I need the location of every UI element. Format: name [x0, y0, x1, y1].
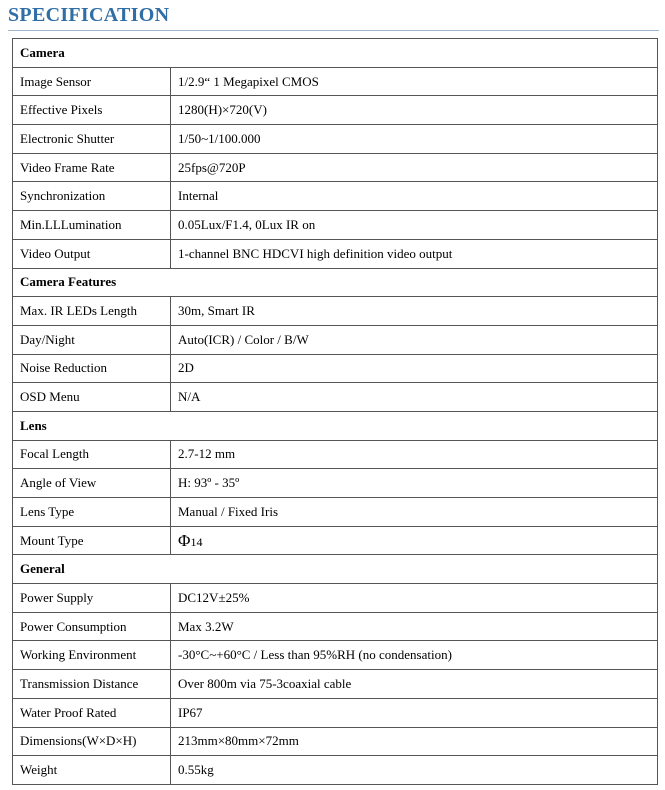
- spec-value: H: 93º - 35º: [171, 469, 658, 498]
- spec-value: -30°C~+60°C / Less than 95%RH (no condensation): [171, 641, 658, 670]
- section-row-lens: [13, 411, 658, 440]
- spec-value: 213mm×80mm×72mm: [171, 727, 658, 756]
- spec-row: [13, 325, 658, 354]
- spec-row: [13, 727, 658, 756]
- section-row-camera: [13, 39, 658, 68]
- spec-row: [13, 297, 658, 326]
- spec-row: [13, 153, 658, 182]
- spec-value: Max 3.2W: [171, 612, 658, 641]
- spec-label: Image Sensor: [13, 67, 171, 96]
- title-divider: [8, 30, 659, 31]
- spec-row: [13, 670, 658, 699]
- spec-row: [13, 96, 658, 125]
- spec-value: 0.55kg: [171, 756, 658, 785]
- spec-label: Effective Pixels: [13, 96, 171, 125]
- spec-value: Auto(ICR) / Color / B/W: [171, 325, 658, 354]
- spec-label: Power Consumption: [13, 612, 171, 641]
- section-heading: General: [13, 555, 658, 584]
- spec-label: Video Frame Rate: [13, 153, 171, 182]
- spec-row: [13, 641, 658, 670]
- phi-symbol: Φ: [178, 530, 191, 550]
- spec-row: [13, 125, 658, 154]
- spec-row: [13, 440, 658, 469]
- spec-label: Day/Night: [13, 325, 171, 354]
- mount-size: 14: [190, 534, 203, 549]
- spec-row: [13, 239, 658, 268]
- spec-label: Lens Type: [13, 498, 171, 527]
- spec-row: [13, 354, 658, 383]
- spec-value: 1/2.9“ 1 Megapixel CMOS: [171, 67, 658, 96]
- spec-value: 1/50~1/100.000: [171, 125, 658, 154]
- spec-label: Working Environment: [13, 641, 171, 670]
- spec-label: Video Output: [13, 239, 171, 268]
- spec-label: Weight: [13, 756, 171, 785]
- spec-label: Water Proof Rated: [13, 698, 171, 727]
- spec-label: Noise Reduction: [13, 354, 171, 383]
- spec-value: DC12V±25%: [171, 584, 658, 613]
- spec-label: Dimensions(W×D×H): [13, 727, 171, 756]
- spec-value: N/A: [171, 383, 658, 412]
- section-heading: Lens: [13, 411, 658, 440]
- spec-label: Focal Length: [13, 440, 171, 469]
- page-title: SPECIFICATION: [8, 4, 170, 26]
- spec-row: [13, 182, 658, 211]
- spec-row: [13, 698, 658, 727]
- spec-value: IP67: [171, 698, 658, 727]
- spec-row: [13, 67, 658, 96]
- spec-row: [13, 383, 658, 412]
- spec-label: OSD Menu: [13, 383, 171, 412]
- spec-value: 2.7-12 mm: [171, 440, 658, 469]
- spec-row: [13, 469, 658, 498]
- spec-value: 30m, Smart IR: [171, 297, 658, 326]
- spec-label: Angle of View: [13, 469, 171, 498]
- spec-label: Transmission Distance: [13, 670, 171, 699]
- section-row-general: [13, 555, 658, 584]
- spec-row: [13, 756, 658, 785]
- spec-row: [13, 526, 658, 555]
- spec-value: 0.05Lux/F1.4, 0Lux IR on: [171, 211, 658, 240]
- section-heading: Camera: [13, 39, 658, 68]
- section-heading: Camera Features: [13, 268, 658, 297]
- spec-value: 1280(H)×720(V): [171, 96, 658, 125]
- spec-label: Electronic Shutter: [13, 125, 171, 154]
- spec-value: Manual / Fixed Iris: [171, 498, 658, 527]
- spec-row: [13, 612, 658, 641]
- spec-value: Internal: [171, 182, 658, 211]
- spec-value: Over 800m via 75-3coaxial cable: [171, 670, 658, 699]
- spec-row: [13, 584, 658, 613]
- spec-label: Power Supply: [13, 584, 171, 613]
- spec-table: [12, 38, 658, 785]
- spec-value: 25fps@720P: [171, 153, 658, 182]
- spec-label: Min.LLLumination: [13, 211, 171, 240]
- spec-value: [171, 526, 658, 555]
- spec-label: Synchronization: [13, 182, 171, 211]
- spec-label: Max. IR LEDs Length: [13, 297, 171, 326]
- spec-label: Mount Type: [13, 526, 171, 555]
- spec-value: 2D: [171, 354, 658, 383]
- spec-value: 1-channel BNC HDCVI high definition video output: [171, 239, 658, 268]
- spec-row: [13, 498, 658, 527]
- spec-row: [13, 211, 658, 240]
- section-row-camera-features: [13, 268, 658, 297]
